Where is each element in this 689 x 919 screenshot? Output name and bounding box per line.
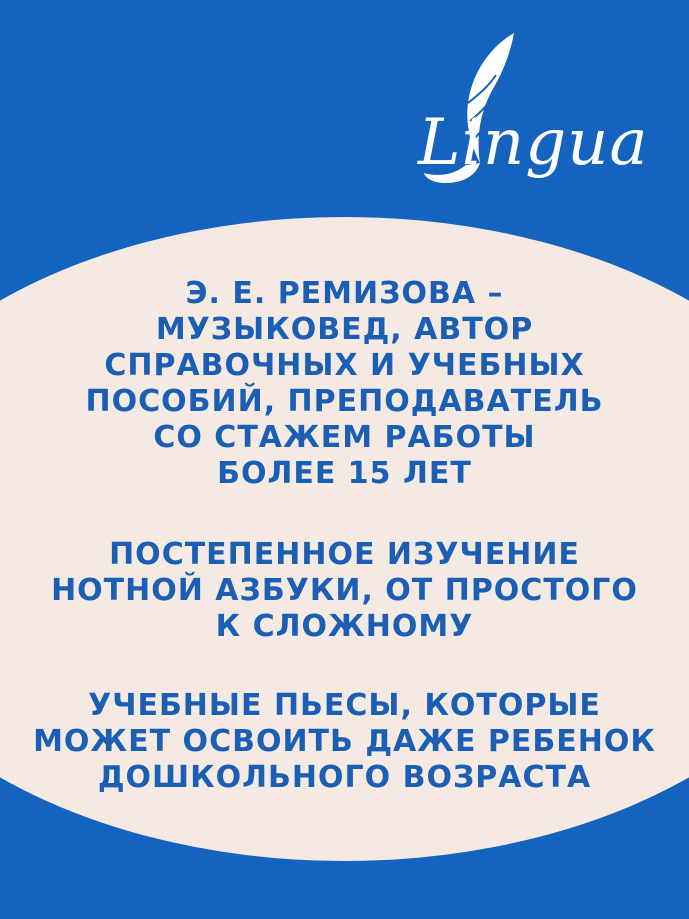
- text-line: СПРАВОЧНЫХ И УЧЕБНЫХ: [104, 348, 585, 383]
- text-block-author: [0, 276, 689, 492]
- text-line: ПОСТЕПЕННОЕ ИЗУЧЕНИЕ: [109, 537, 580, 572]
- text-line: К СЛОЖНОМУ: [215, 609, 474, 644]
- text-line: Э. Е. РЕМИЗОВА –: [185, 276, 504, 311]
- text-line: НОТНОЙ АЗБУКИ, ОТ ПРОСТОГО: [51, 573, 638, 608]
- text-line: ДОШКОЛЬНОГО ВОЗРАСТА: [97, 760, 592, 795]
- logo-text: Lingua: [418, 106, 649, 180]
- text-line: МОЖЕТ ОСВОИТЬ ДАЖЕ РЕБЕНОК: [33, 724, 656, 759]
- text-line: БОЛЕЕ 15 ЛЕТ: [217, 456, 472, 491]
- text-block-method: [0, 537, 689, 645]
- text-line: СО СТАЖЕМ РАБОТЫ: [153, 420, 536, 455]
- text-line: МУЗЫКОВЕД, АВТОР: [155, 312, 534, 347]
- text-line: ПОСОБИЙ, ПРЕПОДАВАТЕЛЬ: [85, 384, 604, 419]
- lingua-logo: [418, 25, 668, 205]
- text-block-pieces: [0, 688, 689, 796]
- text-line: УЧЕБНЫЕ ПЬЕСЫ, КОТОРЫЕ: [88, 688, 601, 723]
